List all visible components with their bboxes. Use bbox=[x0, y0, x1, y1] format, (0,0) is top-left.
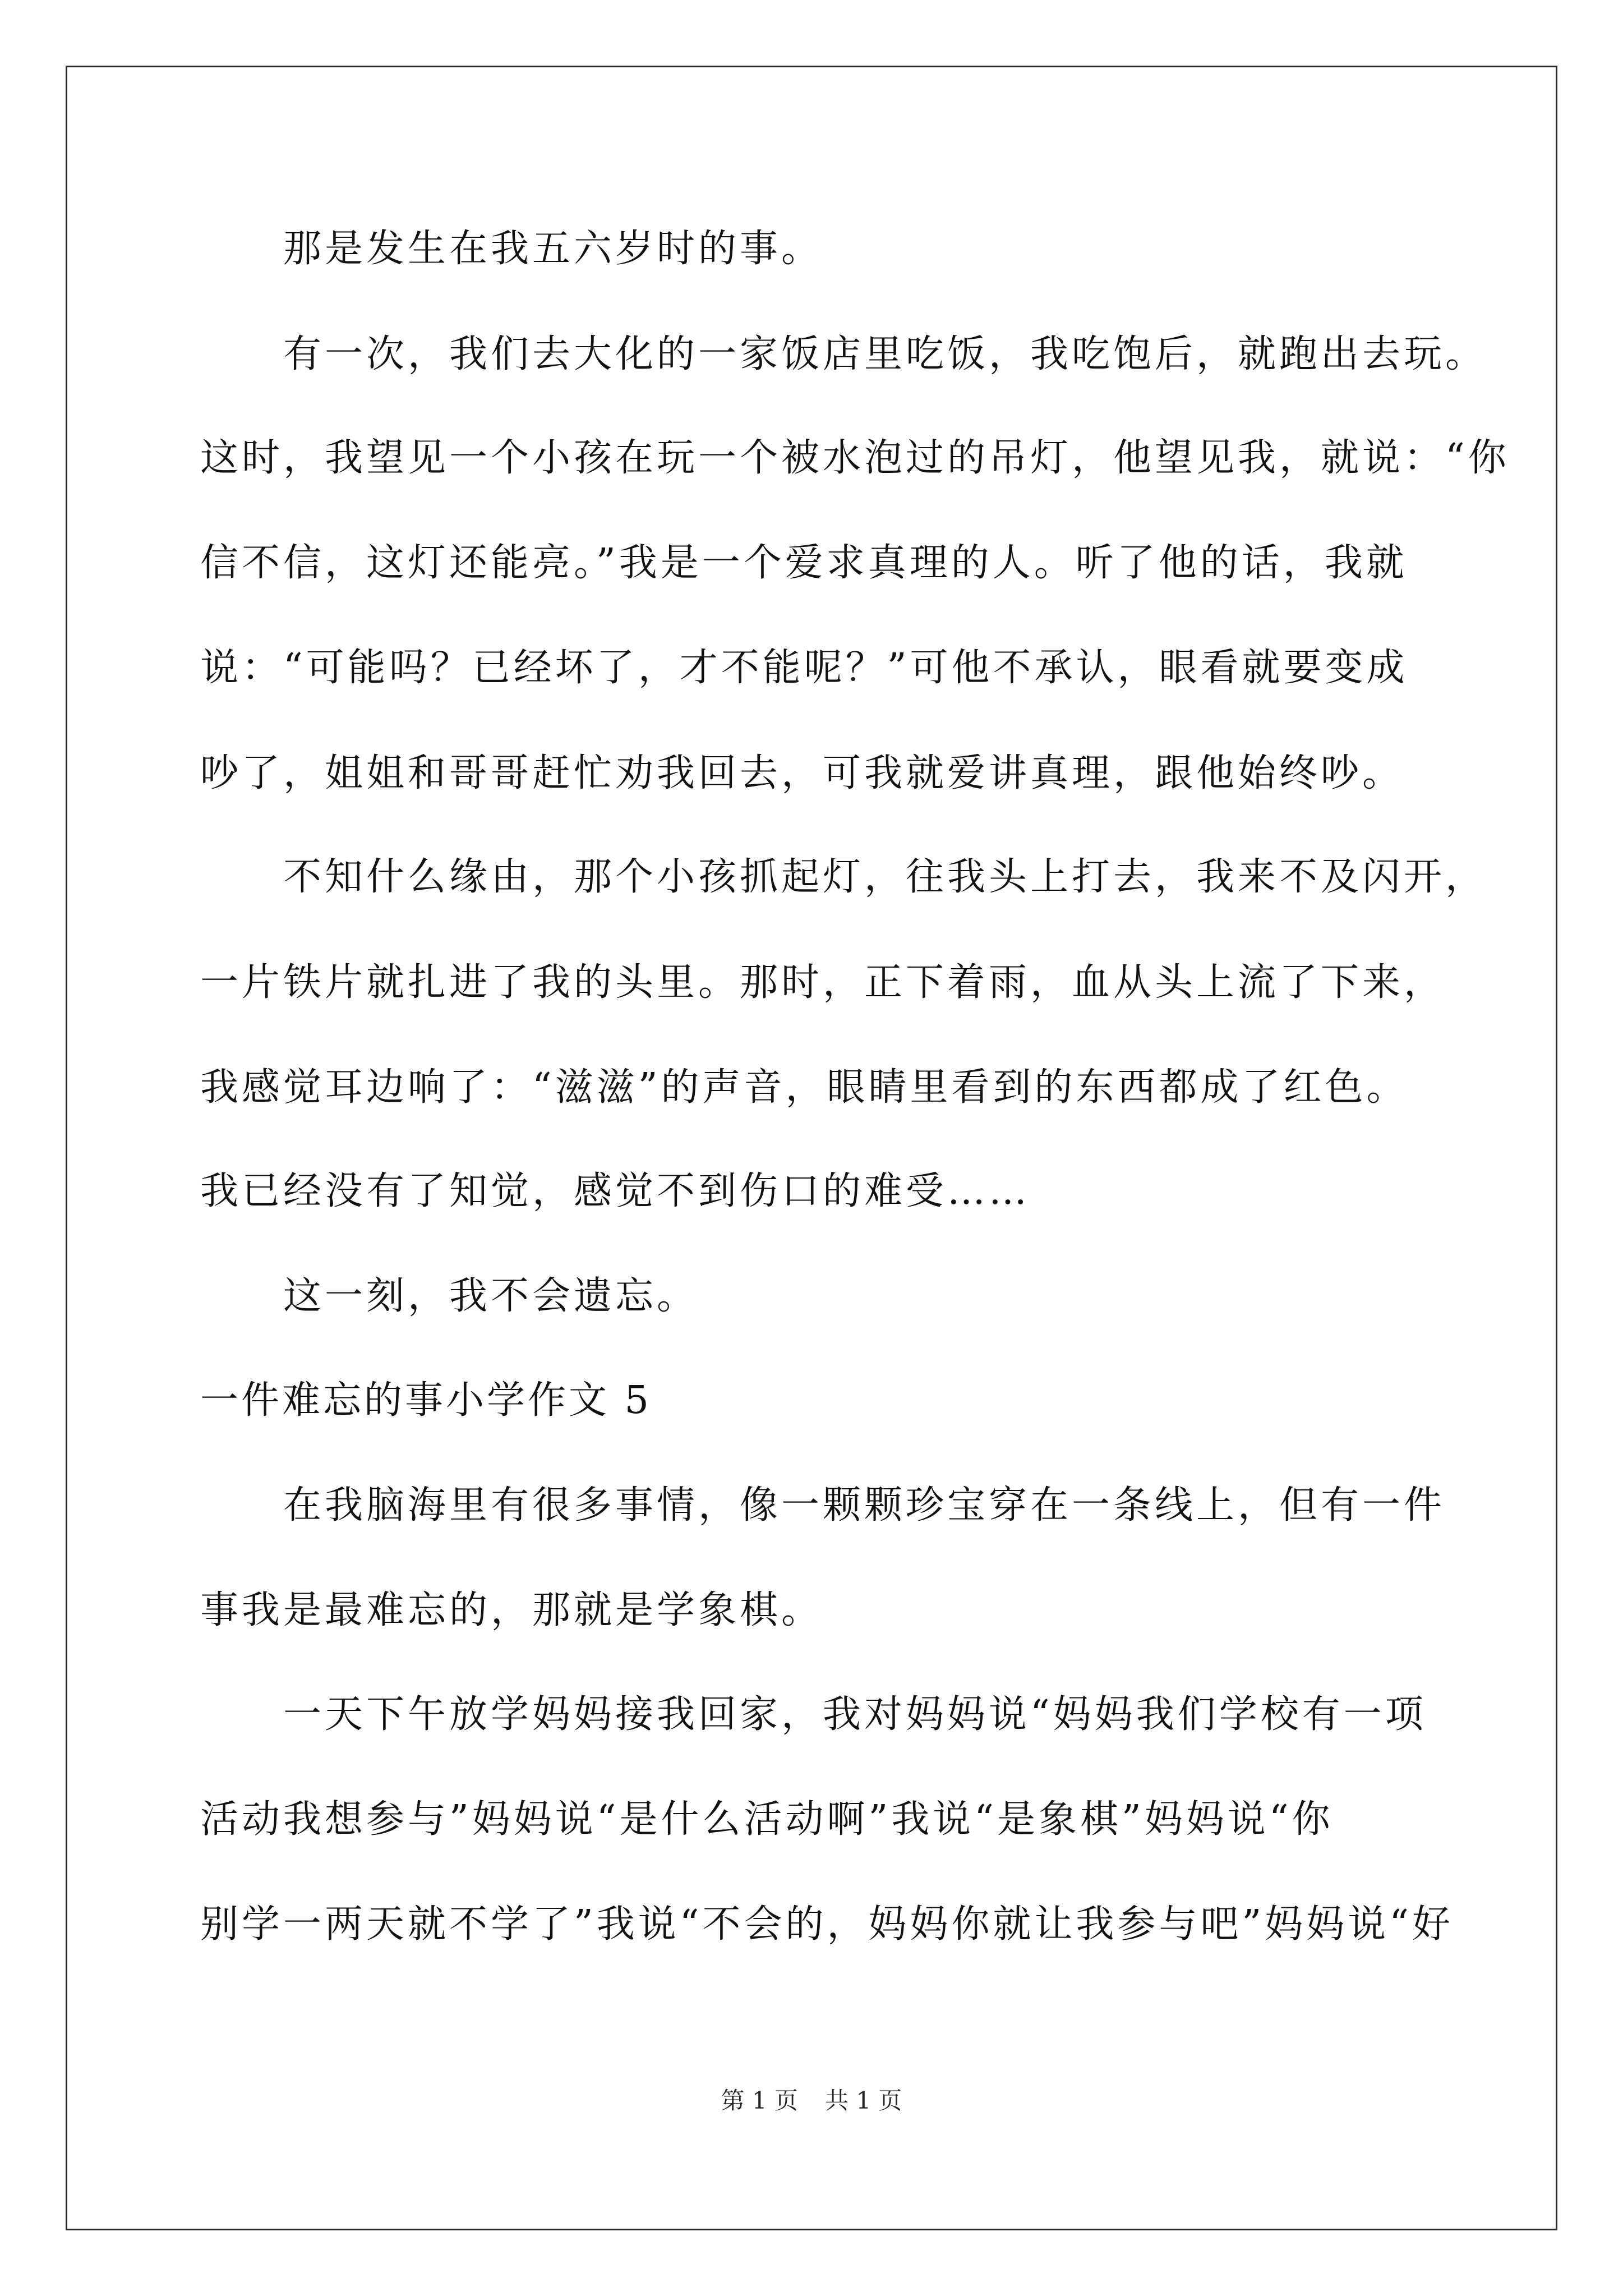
text-line: 那是发生在我五六岁时的事。 bbox=[283, 227, 823, 271]
text-line: 有一次，我们去大化的一家饭店里吃饭，我吃饱后，就跑出去玩。 bbox=[283, 332, 1487, 376]
text-line: 一天下午放学妈妈接我回家，我对妈妈说“妈妈我们学校有一项 bbox=[283, 1692, 1427, 1737]
text-line: 我感觉耳边响了：“滋滋”的声音，眼睛里看到的东西都成了红色。 bbox=[200, 1065, 1408, 1110]
text-line: 这一刻，我不会遗忘。 bbox=[283, 1274, 699, 1318]
text-line: 信不信，这灯还能亮。”我是一个爱求真理的人。听了他的话，我就 bbox=[200, 541, 1408, 585]
text-line: 事我是最难忘的，那就是学象棋。 bbox=[200, 1588, 823, 1632]
page-footer bbox=[0, 2082, 1623, 2116]
text-line: 说：“可能吗？已经坏了，才不能呢？”可他不承认，眼看就要变成 bbox=[200, 646, 1408, 690]
text-line: 不知什么缘由，那个小孩抓起灯，往我头上打去，我来不及闪开， bbox=[283, 855, 1487, 899]
page-number-current: 第 1 页 bbox=[721, 2087, 798, 2114]
page-number-total: 共 1 页 bbox=[825, 2087, 902, 2114]
text-line: 一片铁片就扎进了我的头里。那时，正下着雨，血从头上流了下来， bbox=[200, 960, 1446, 1005]
text-line: 别学一两天就不学了”我说“不会的，妈妈你就让我参与吧”妈妈说“好 bbox=[200, 1902, 1454, 1947]
text-line: 我已经没有了知觉，感觉不到伤口的难受…… bbox=[200, 1169, 1031, 1213]
text-line: 活动我想参与”妈妈说“是什么活动啊”我说“是象棋”妈妈说“你 bbox=[200, 1797, 1334, 1842]
text-line: 在我脑海里有很多事情，像一颗颗珍宝穿在一条线上，但有一件 bbox=[283, 1483, 1446, 1527]
text-line: 吵了，姐姐和哥哥赶忙劝我回去，可我就爱讲真理，跟他始终吵。 bbox=[200, 751, 1404, 795]
text-line: 这时，我望见一个小孩在玩一个被水泡过的吊灯，他望见我，就说：“你 bbox=[200, 436, 1510, 480]
section-heading: 一件难忘的事小学作文 5 bbox=[200, 1378, 652, 1423]
